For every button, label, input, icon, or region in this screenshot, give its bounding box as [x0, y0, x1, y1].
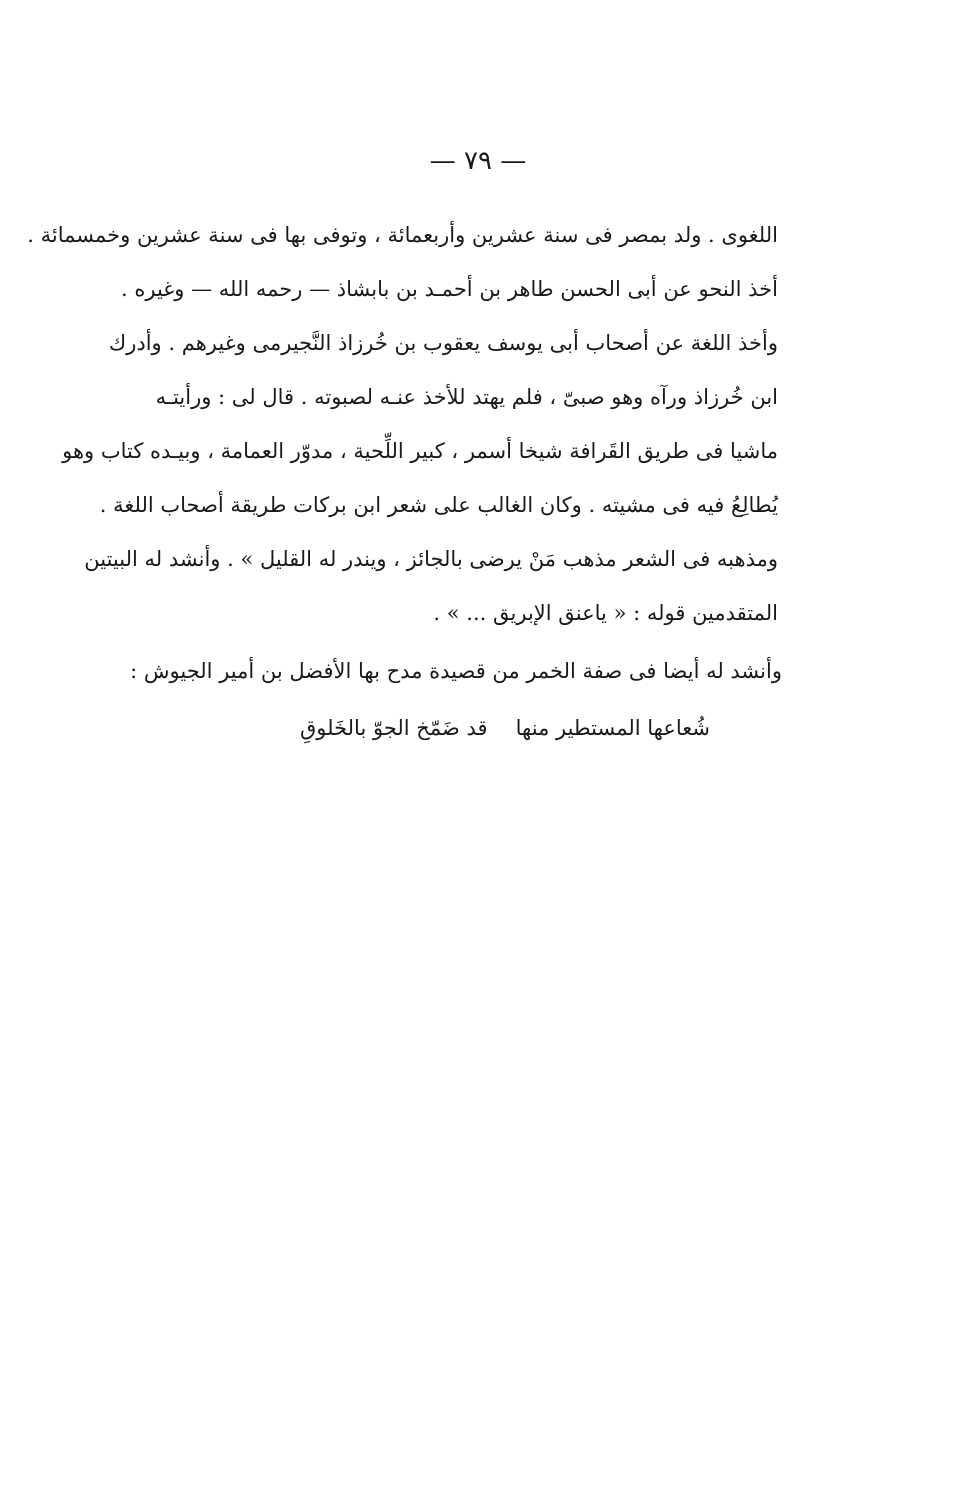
verse-introduction: وأنشد له أيضا فى صفة الخمر من قصيدة مدح بها الأفضل بن أمير الجيوش : [130, 659, 782, 683]
text-line-6: يُطالِعُ فيه فى مشيته . وكان الغالب على شعر ابن بركات طريقة أصحاب اللغة . [99, 493, 778, 517]
text-line-1: اللغوى . ولد بمصر فى سنة عشرين وأربعمائة ، وتوفى بها فى سنة عشرين وخمسمائة . [27, 223, 778, 247]
text-line-5: ماشيا فى طريق القَرافة شيخا أسمر ، كبير اللِّحية ، مدوّر العمامة ، وبيـده كتاب وهو [62, 439, 778, 463]
text-line-7: ومذهبه فى الشعر مذهب مَنْ يرضى بالجائز ، ويندر له القليل » . وأنشد له البيتين [84, 547, 778, 571]
page-number: — ٧٩ — [429, 146, 527, 176]
text-line-3: وأخذ اللغة عن أصحاب أبى يوسف يعقوب بن خُرزاذ النَّجيرمى وغيرهم . وأدرك [108, 331, 778, 355]
text-line-8: المتقدمين قوله : « ياعنق الإبريق ... » . [433, 601, 778, 625]
verse-first-hemistich: شُعاعها المستطير منها [515, 716, 710, 740]
biography-paragraph [27, 208, 782, 698]
poetry-verse [300, 708, 710, 748]
text-line-2: أخذ النحو عن أبى الحسن طاهر بن أحمـد بن بابشاذ — رحمه الله — وغيره . [121, 277, 778, 301]
verse-second-hemistich: قد ضَمّخ الجوّ بالخَلوقِ [300, 716, 488, 740]
text-line-4: ابن خُرزاذ ورآه وهو صبىّ ، فلم يهتد للأخذ عنـه لصبوته . قال لى : ورأيتـه [155, 385, 778, 409]
